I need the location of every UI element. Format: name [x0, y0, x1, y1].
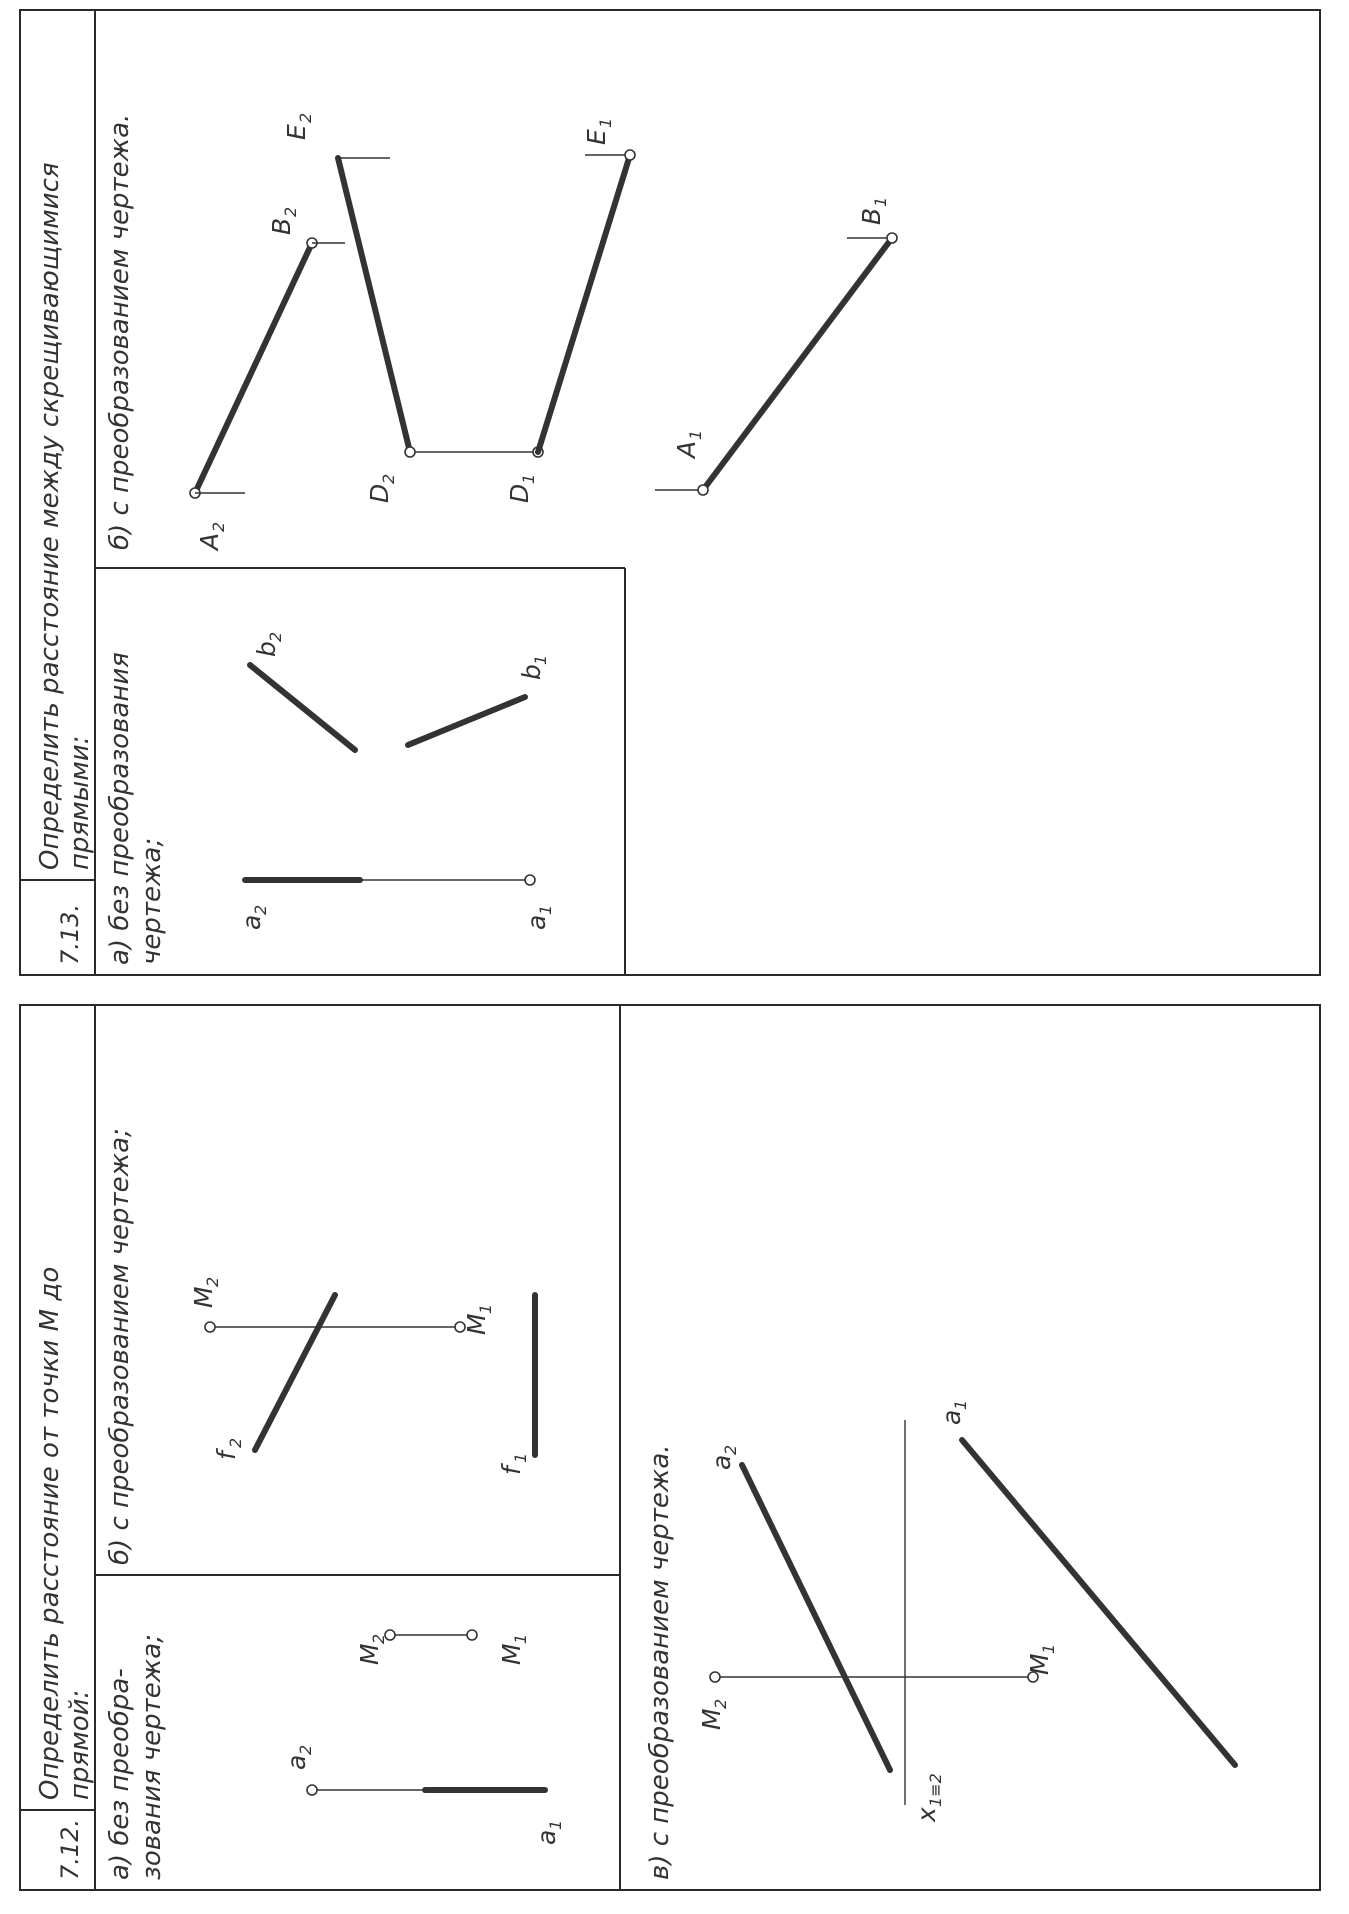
point-A1 [698, 485, 708, 495]
svg-text:a: a [707, 1454, 736, 1470]
task-7-12-number: 7.12. [56, 1818, 84, 1880]
svg-text:1: 1 [531, 654, 550, 665]
svg-text:E: E [282, 124, 311, 140]
task-7-13-part-a-drawing [237, 632, 555, 930]
svg-text:A: A [672, 440, 701, 458]
svg-text:f: f [212, 1451, 241, 1460]
task-7-13-title-line1: Определить расстояние между скрещивающимися [35, 162, 65, 870]
label-M2 [355, 1634, 388, 1665]
svg-text:b: b [252, 641, 281, 657]
label-x12 [912, 1773, 945, 1823]
svg-text:a: a [937, 1409, 966, 1425]
label-A2 [195, 522, 228, 552]
line-b2 [250, 665, 355, 750]
task-7-12-title-line2: прямой: [65, 1689, 95, 1800]
svg-text:2: 2 [721, 1444, 740, 1455]
label-b2 [252, 632, 285, 657]
label-B1 [857, 197, 890, 225]
label-a2 [237, 905, 270, 930]
svg-text:M: M [1025, 1653, 1054, 1675]
svg-text:2: 2 [281, 206, 300, 217]
svg-text:2: 2 [209, 521, 228, 532]
svg-text:1: 1 [546, 1819, 565, 1830]
label-E1 [582, 118, 615, 145]
svg-text:2: 2 [251, 904, 270, 915]
svg-text:2: 2 [711, 1698, 730, 1709]
line-D1E1 [538, 155, 630, 452]
svg-text:1: 1 [511, 1633, 530, 1644]
label-A1 [672, 430, 705, 460]
task-7-13-part-a-line2: чертежа; [137, 837, 167, 965]
svg-text:D: D [365, 483, 394, 503]
line-A2B2 [195, 243, 312, 493]
label-M1 [497, 1634, 530, 1665]
svg-text:M: M [189, 1286, 218, 1308]
svg-text:f: f [497, 1466, 526, 1475]
task-7-12-part-a-line2: зования чертежа; [137, 1634, 167, 1880]
label-f1 [497, 1453, 530, 1475]
task-7-12-title-line1: Определить расстояние от точки М до [35, 1266, 65, 1800]
svg-text:2: 2 [369, 1633, 388, 1644]
task-7-13-title-line2: прямыми: [65, 735, 95, 870]
svg-text:1: 1 [511, 1452, 530, 1463]
line-A1B1 [703, 238, 892, 490]
svg-text:B: B [857, 207, 886, 225]
point-B1 [887, 233, 897, 243]
point-E1 [625, 150, 635, 160]
svg-text:2: 2 [296, 1744, 315, 1755]
svg-text:D: D [505, 483, 534, 503]
label-b1 [517, 655, 550, 680]
line-a2 [742, 1465, 890, 1770]
svg-text:2: 2 [266, 631, 285, 642]
svg-text:b: b [517, 664, 546, 680]
label-f2 [212, 1438, 245, 1460]
task-7-13-part-a-line1: а) без преобразования [105, 652, 135, 965]
svg-text:2: 2 [296, 112, 315, 123]
svg-text:1: 1 [871, 196, 890, 207]
point-M2 [710, 1672, 720, 1682]
svg-text:1: 1 [951, 1399, 970, 1410]
svg-text:a: a [532, 1829, 561, 1845]
label-a1 [532, 1820, 565, 1845]
svg-text:M: M [462, 1313, 491, 1335]
task-7-12-part-a-line1: а) без преобра- [105, 1668, 135, 1880]
svg-text:1: 1 [519, 473, 538, 484]
svg-text:a: a [237, 914, 266, 930]
svg-text:2: 2 [379, 473, 398, 484]
point-M2 [205, 1322, 215, 1332]
task-7-12 [20, 1005, 1320, 1890]
task-7-13 [20, 10, 1320, 975]
svg-text:2: 2 [203, 1276, 222, 1287]
label-a1 [522, 905, 555, 930]
point-a1 [525, 875, 535, 885]
svg-text:M: M [355, 1643, 384, 1665]
label-a2 [282, 1745, 315, 1770]
label-M1 [1025, 1644, 1058, 1675]
svg-text:x: x [912, 1807, 941, 1822]
task-7-13-number: 7.13. [56, 903, 84, 965]
point-a2 [307, 1785, 317, 1795]
task-7-12-part-a-drawing [282, 1630, 565, 1845]
task-7-12-part-v-drawing [697, 1400, 1235, 1823]
task-7-12-part-b-line1: б) с преобразованием чертежа; [105, 1128, 135, 1565]
svg-text:2: 2 [226, 1437, 245, 1448]
task-7-12-part-v-line1: в) с преобразованием чертежа. [645, 1444, 675, 1880]
svg-text:E: E [582, 129, 611, 145]
label-M1 [462, 1304, 495, 1335]
label-M2 [697, 1699, 730, 1730]
svg-text:1: 1 [536, 904, 555, 915]
label-D2 [365, 474, 398, 503]
svg-text:1: 1 [596, 117, 615, 128]
svg-text:A: A [195, 532, 224, 550]
svg-text:a: a [282, 1754, 311, 1770]
line-b1 [408, 697, 525, 745]
svg-text:M: M [697, 1708, 726, 1730]
label-E2 [282, 113, 315, 140]
task-7-12-part-b-drawing [189, 1277, 535, 1475]
svg-text:M: M [497, 1643, 526, 1665]
label-a1 [937, 1400, 970, 1425]
point-M1 [467, 1630, 477, 1640]
line-a1 [962, 1440, 1235, 1765]
label-a2 [707, 1445, 740, 1470]
svg-text:1: 1 [476, 1303, 495, 1314]
label-D1 [505, 474, 538, 503]
svg-text:1: 1 [1039, 1643, 1058, 1654]
point-D2 [405, 447, 415, 457]
task-7-13-part-b-drawing [190, 113, 897, 552]
svg-text:1≡2: 1≡2 [926, 1773, 945, 1807]
line-D2E2 [338, 158, 410, 452]
label-B2 [267, 207, 300, 235]
line-f2 [255, 1295, 335, 1450]
label-M2 [189, 1277, 222, 1308]
svg-text:1: 1 [686, 429, 705, 440]
task-7-13-part-b-line1: б) с преобразованием чертежа. [105, 113, 135, 550]
svg-text:a: a [522, 914, 551, 930]
svg-text:B: B [267, 217, 296, 235]
